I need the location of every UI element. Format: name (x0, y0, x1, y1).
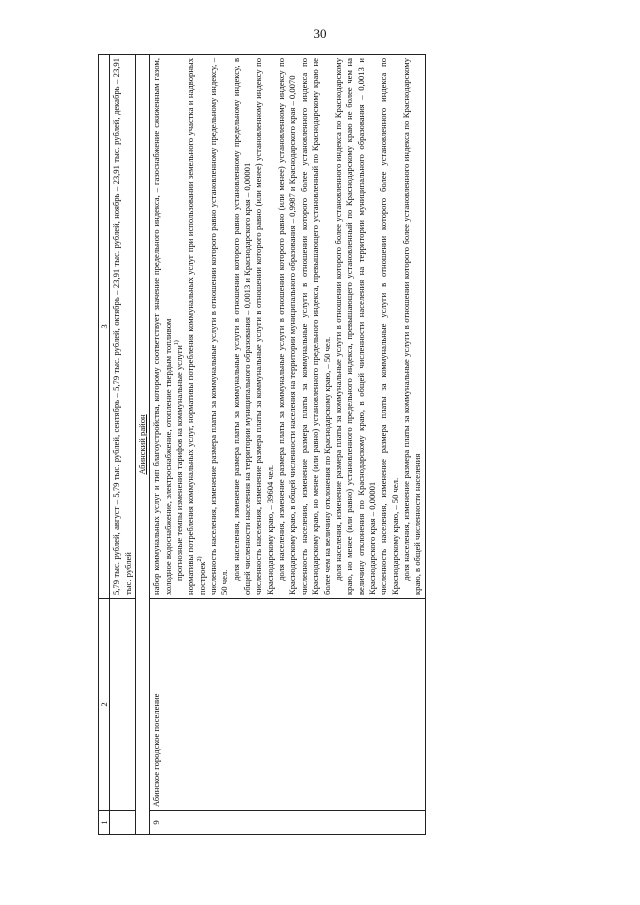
table-header-row (99, 55, 110, 835)
continuation-row (110, 55, 136, 835)
district-title: Абинский район (136, 55, 150, 835)
detail-paragraph: доля населения, изменение размера платы за коммунальные услуги в отношении которого более установленного индекса по Краснодарскому краю, но менее (или равно) установленного предельного индекса, превышающего установленный по Краснодарскому краю не более чем на величину отклонения по Краснодарскому краю, в общей численности населения на территории муниципального образования – 0,0013 и Краснодарского края – 0,00001 (332, 58, 377, 595)
detail-paragraph: прогнозные темпы изменения тарифов на коммунальные услуги$^{1)}$ (174, 340, 185, 581)
settlement-details (150, 55, 425, 599)
header-col-1: 1 (99, 811, 110, 835)
settlement-name: Абинское городское поселение (150, 599, 425, 811)
detail-paragraph: численность населения, изменение размера платы за коммунальные услуги в отношении которого равно установленному предельному индексу, – 50 чел. (208, 58, 230, 595)
continuation-text: 5,79 тыс. рублей, август – 5,79 тыс. рублей, сентябрь – 5,79 тыс. рублей, октябрь – 23,91 тыс. рублей, ноябрь – 23,91 тыс. рублей, декабрь – 23,91 тыс. рублей (110, 55, 136, 599)
table-row (150, 55, 425, 835)
footnote-mark: 1) (174, 340, 181, 346)
empty-cell (110, 811, 136, 835)
page-number: 30 (313, 26, 327, 41)
empty-cell (110, 599, 136, 811)
header-col-3: 3 (99, 55, 110, 599)
detail-paragraph: набор коммунальных услуг и тип благоустройства, которому соответствует значение предельного индекса, – газоснабжение сжиженным газом, холодное водоснабжение, электроснабжение, отопление твердым топливом (151, 58, 173, 595)
detail-paragraph: нормативы потребления коммунальных услуг, нормативы потребления коммунальных услуг при использовании земельного участка и надворных построек$^{2)}$ (185, 58, 207, 595)
data-table (98, 54, 426, 835)
footnote-mark: 2) (196, 556, 203, 562)
header-col-2: 2 (99, 599, 110, 811)
detail-paragraph: доля населения, изменение размера платы за коммунальные услуги в отношении которого равно (или менее) установленному индексу по Краснодарскому краю, в общей численности населения на территории муниципального образования – 0,9987 и Краснодарского края – 0,0070 (276, 58, 298, 595)
detail-paragraph: доля населения, изменение размера платы за коммунальные услуги в отношении которого равно установленному предельному индексу, в общей численности населения на территории муниципального образования – 0,0013 и Краснодарского края – 0,00001 (230, 58, 253, 595)
detail-paragraph: численность населения, изменение размера платы за коммунальные услуги в отношении которого более установленного индекса по Краснодарскому краю, но менее (или равно) установленного предельного индекса, превышающего установленный по Краснодарскому краю не более чем на величину отклонения по Краснодарскому краю, – 50 чел. (298, 58, 332, 595)
detail-paragraph: численность населения, изменение размера платы за коммунальные услуги в отношении которого более установленного индекса по Краснодарскому краю, – 50 чел. (378, 58, 400, 595)
rotated-table-frame (98, 55, 531, 835)
detail-paragraph: численность населения, изменение размера платы за коммунальные услуги в отношении которого равно (или менее) установленному индексу по Краснодарскому краю, – 39604 чел. (253, 58, 275, 595)
row-number: 9 (150, 811, 425, 835)
detail-paragraph: доля населения, изменение размера платы за коммунальные услуги в отношении которого более установленного индекса по Краснодарскому краю, в общей численности населения (400, 58, 423, 595)
district-row (136, 55, 150, 835)
